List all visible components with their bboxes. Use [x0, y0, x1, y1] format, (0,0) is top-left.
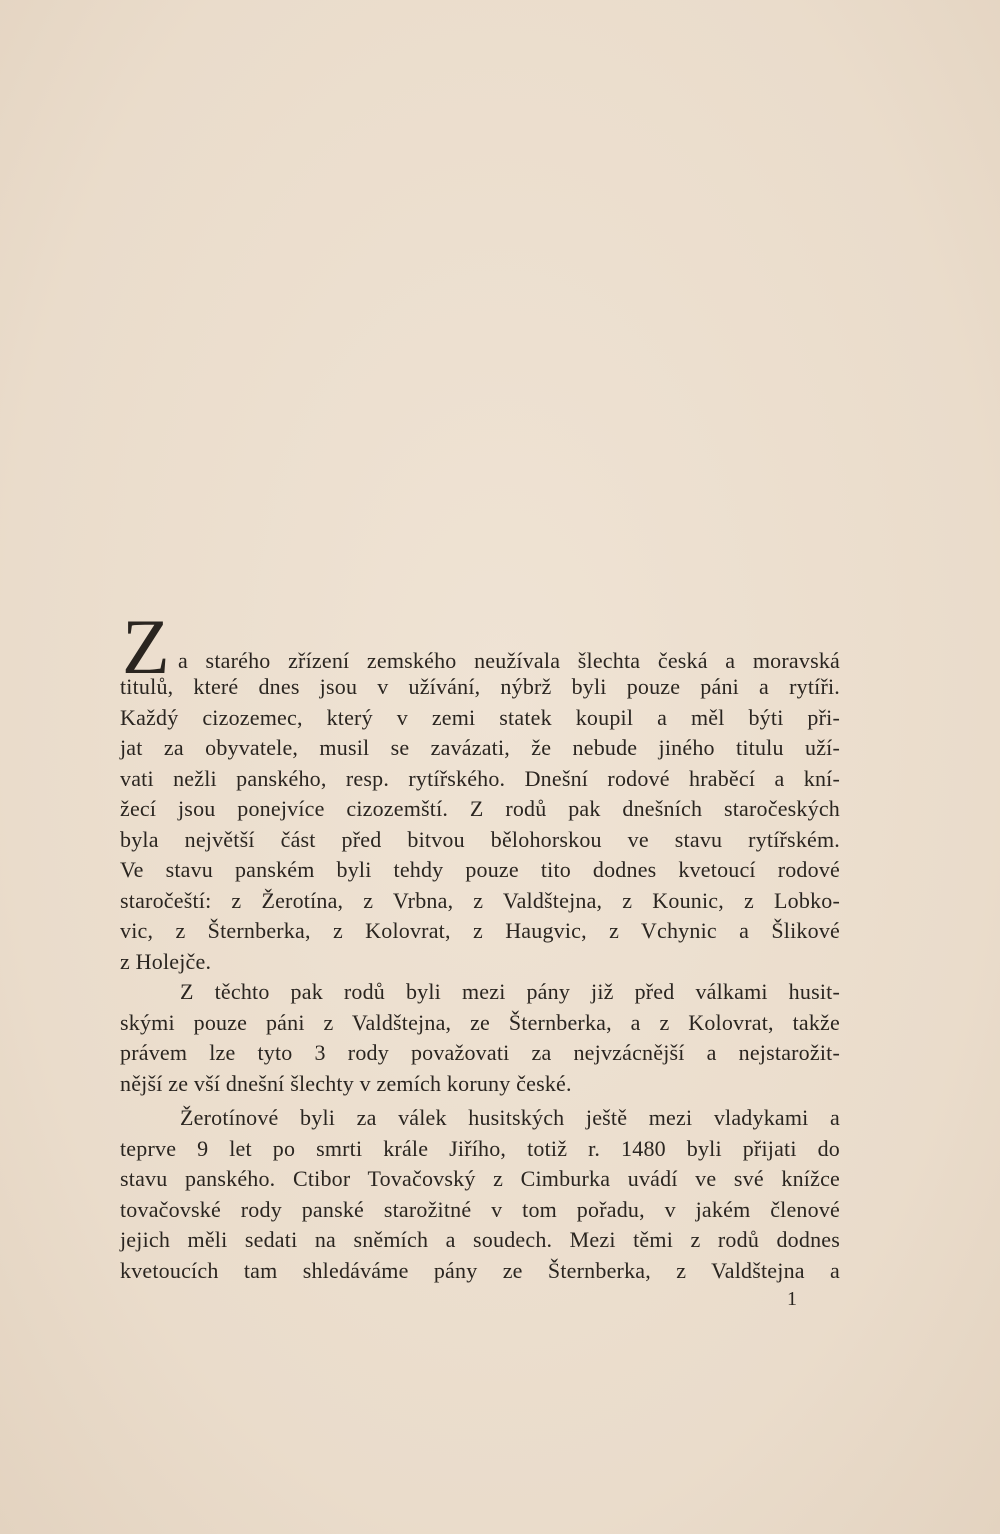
text-line: Každý cizozemec, který v zemi statek koupil a měl býti při- — [120, 704, 840, 730]
text-line: tovačovské rody panské starožitné v tom pořadu, v jakém členové — [120, 1196, 840, 1222]
text-line: titulů, které dnes jsou v užívání, nýbrž byli pouze páni a rytíři. — [120, 674, 840, 699]
body-text — [120, 603, 840, 1286]
text-line: Žerotínové byli za válek husitských ještě mezi vladykami a — [180, 1105, 840, 1130]
text-line: stavu panského. Ctibor Tovačovský z Cimburka uvádí ve své knížce — [120, 1166, 840, 1191]
text-line: teprve 9 let po smrti krále Jiřího, totiž r. 1480 byli přijati do — [120, 1135, 840, 1161]
text-line: nější ze vší dnešní šlechty v zemích koruny české. — [120, 1070, 572, 1096]
text-line: skými pouze páni z Valdštejna, ze Šternberka, a z Kolovrat, takže — [120, 1009, 840, 1035]
text-line: Ve stavu panském byli tehdy pouze tito dodnes kvetoucí rodové — [120, 857, 840, 882]
text-line: vati nežli panského, resp. rytířského. Dnešní rodové hraběcí a kní- — [120, 765, 840, 791]
page-number: 1 — [787, 1288, 797, 1310]
text-line: Z těchto pak rodů byli mezi pány již před válkami husit- — [180, 979, 840, 1004]
text-line: staročeští: z Žerotína, z Vrbna, z Valdštejna, z Kounic, z Lobko- — [120, 887, 840, 913]
paragraph-1 — [120, 672, 840, 977]
text-line: žecí jsou ponejvíce cizozemští. Z rodů pak dnešních staročeských — [120, 796, 840, 821]
text-line: z Holejče. — [120, 948, 212, 974]
text-line: vic, z Šternberka, z Kolovrat, z Haugvic, z Vchynic a Šlikové — [120, 918, 840, 943]
paragraph-2 — [120, 977, 840, 1099]
text-line: jejich měli sedati na sněmích a soudech. Mezi těmi z rodů dodnes — [120, 1227, 840, 1252]
text-line: kvetoucích tam shledáváme pány ze Šternberka, z Valdštejna a — [120, 1257, 840, 1283]
drop-cap: Z — [122, 603, 170, 690]
text-line: právem lze tyto 3 rody považovati za nejvzácnější a nejstarožit- — [120, 1040, 840, 1065]
text-line: jat za obyvatele, musil se zavázati, že nebude jiného titulu uží- — [120, 735, 840, 760]
text-line: byla největší část před bitvou bělohorskou ve stavu rytířském. — [120, 826, 840, 852]
paragraph-3 — [120, 1103, 840, 1286]
text-line: a starého zřízení zemského neužívala šlechta česká a moravská — [178, 648, 840, 673]
